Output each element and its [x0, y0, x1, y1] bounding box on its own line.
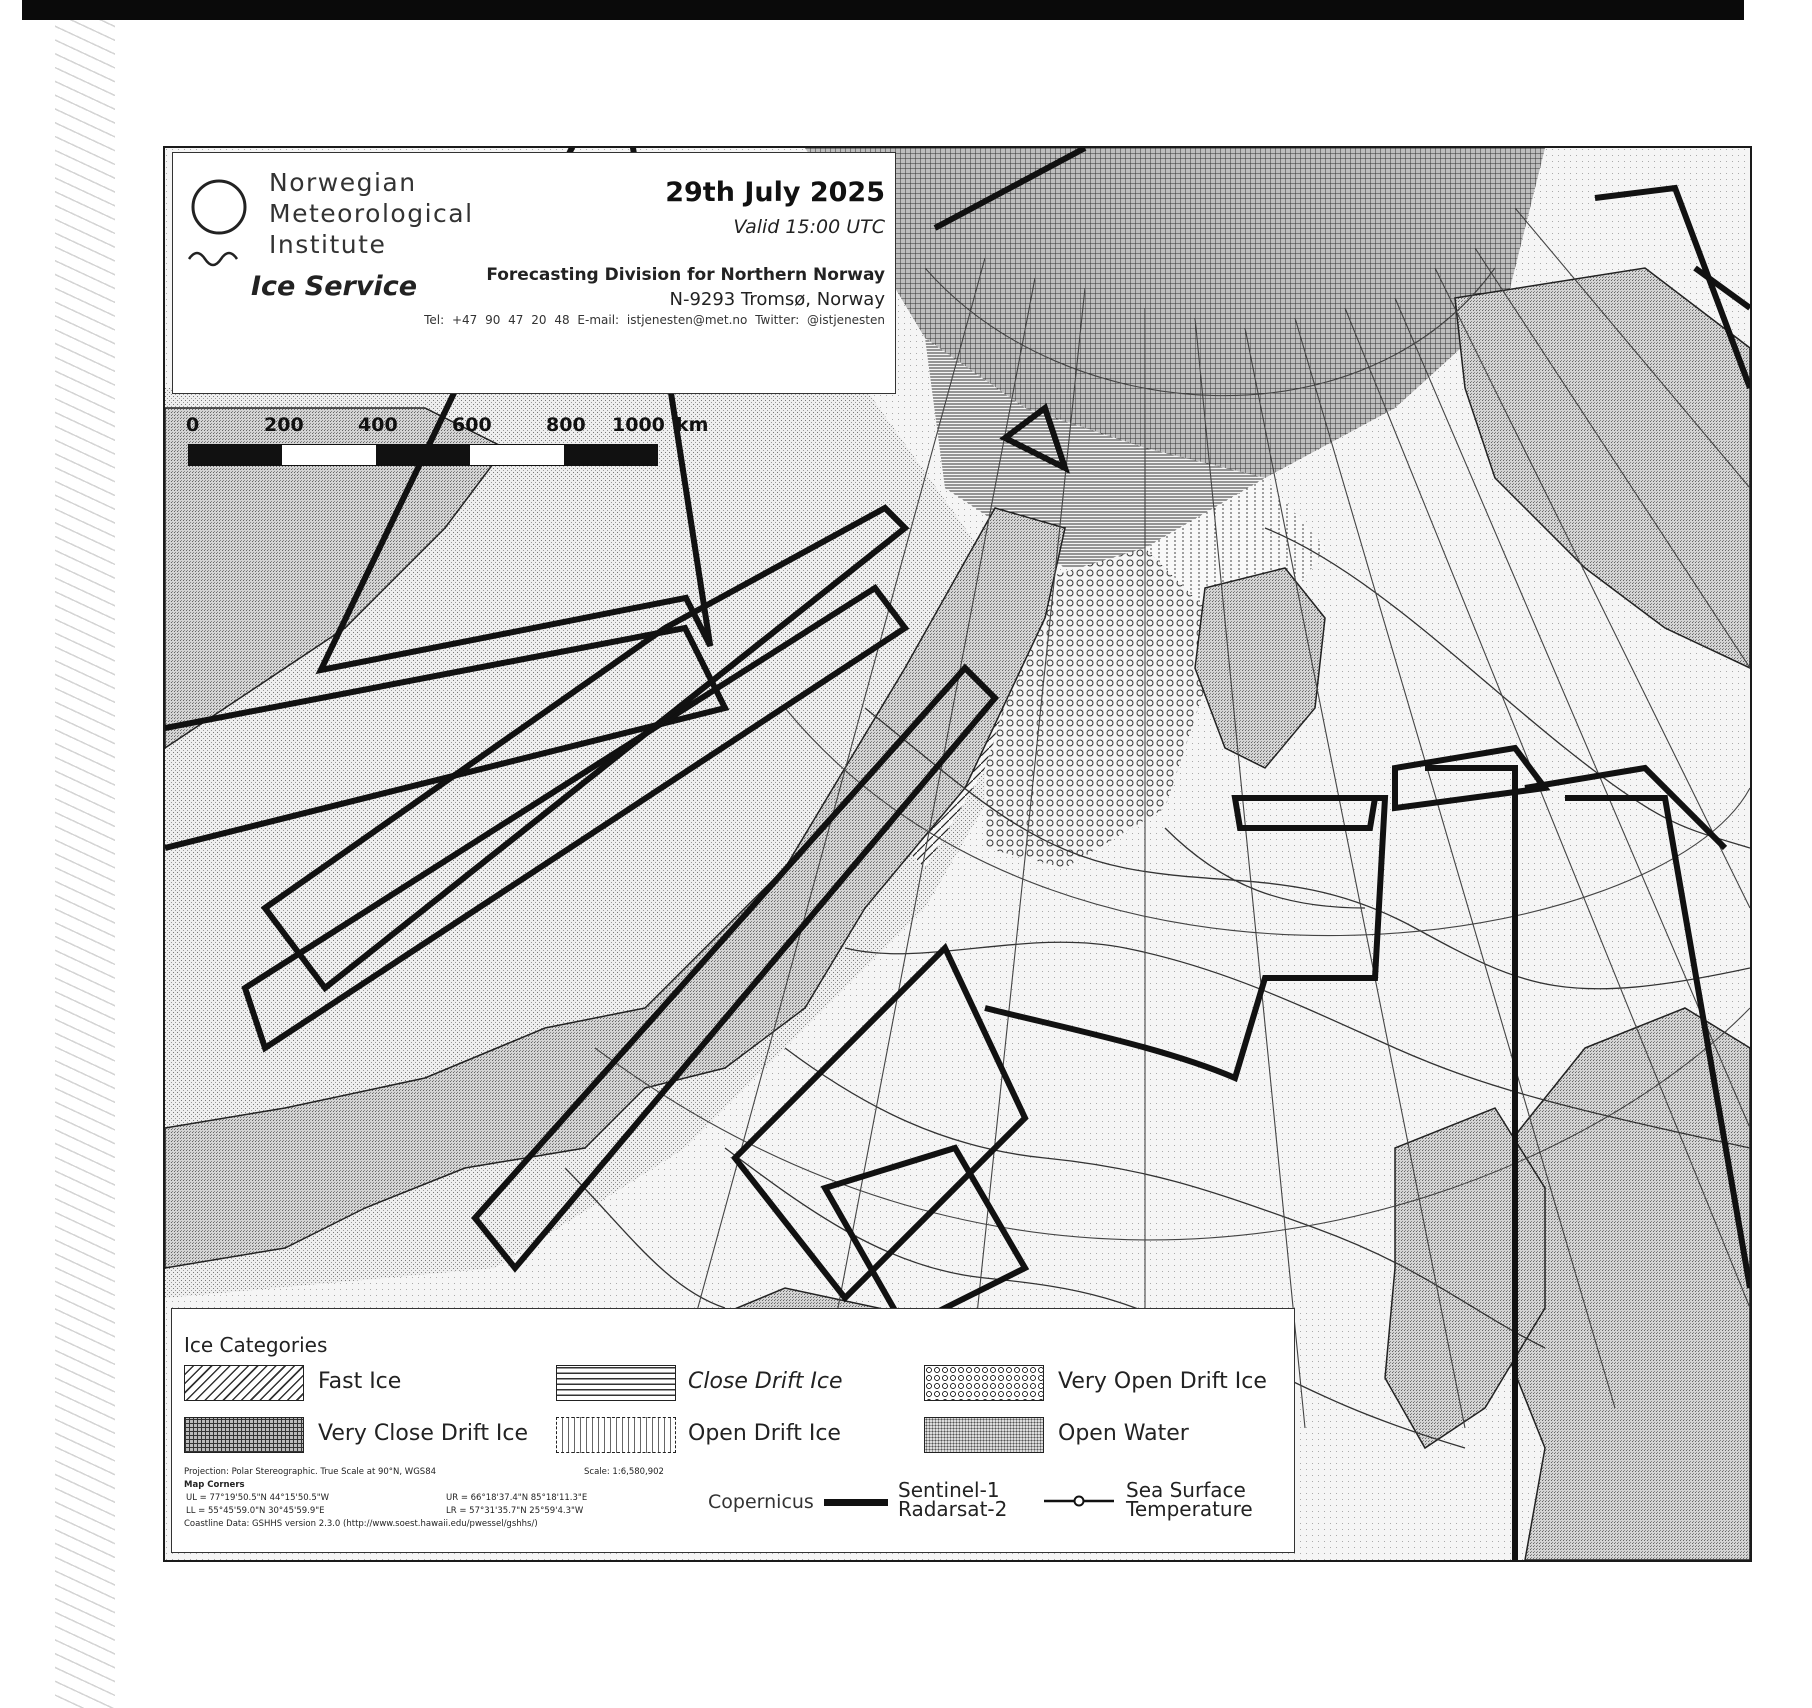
- scale-tick-800: 800: [546, 414, 586, 436]
- scale-tick-600: 600: [452, 414, 492, 436]
- scale-segment-4: [470, 444, 564, 466]
- scale-info: Scale: 1:6,580,902: [584, 1467, 664, 1477]
- ice-categories-legend: [171, 1308, 1295, 1553]
- swatch-open-drift-ice: [556, 1417, 676, 1453]
- scale-segment-1: [188, 444, 282, 466]
- sst-label: [1126, 1478, 1253, 1521]
- sentinel-1-label: Sentinel-1: [898, 1478, 1000, 1502]
- corner-lr: LR = 57°31'35.7"N 25°59'4.3"W: [446, 1506, 584, 1516]
- swatch-close-drift-ice: [556, 1365, 676, 1401]
- legend-title: Ice Categories: [184, 1333, 328, 1357]
- contact-info: Tel: +47 90 47 20 48 E-mail: istjenesten@met.no Twitter: @istjenesten: [424, 313, 885, 327]
- label-open-drift-ice: Open Drift Ice: [688, 1421, 841, 1446]
- scale-unit: km: [676, 414, 709, 436]
- corner-ul: UL = 77°19'50.5"N 44°15'50.5"W: [186, 1493, 330, 1503]
- label-fast-ice: Fast Ice: [318, 1369, 402, 1394]
- label-open-water: Open Water: [1058, 1421, 1189, 1446]
- scale-segment-3: [376, 444, 470, 466]
- sst-label-line-2: Temperature: [1126, 1497, 1253, 1521]
- sentinel-line-icon: [824, 1499, 888, 1506]
- swatch-fast-ice: [184, 1365, 304, 1401]
- sst-label-line-1: Sea Surface: [1126, 1478, 1246, 1502]
- top-border-bar: [22, 0, 1744, 20]
- swatch-very-close-drift-ice: [184, 1417, 304, 1453]
- coastline-credit: Coastline Data: GSHHS version 2.3.0 (http://www.soest.hawaii.edu/pwessel/gshhs/): [184, 1519, 538, 1529]
- scale-tick-400: 400: [358, 414, 398, 436]
- swatch-open-water: [924, 1417, 1044, 1453]
- sentinel-label: [898, 1478, 1008, 1521]
- ice-service-title: Ice Service: [251, 271, 418, 302]
- scale-tick-1000: 1000: [612, 414, 665, 436]
- scale-tick-0: 0: [186, 414, 200, 436]
- label-very-close-drift-ice: Very Close Drift Ice: [318, 1421, 529, 1446]
- label-very-open-drift-ice: Very Open Drift Ice: [1058, 1369, 1267, 1394]
- corner-ll: LL = 55°45'59.0"N 30°45'59.9"E: [186, 1506, 325, 1516]
- institute-line-3: Institute: [269, 230, 387, 259]
- scan-margin-hatching: [55, 20, 115, 1708]
- scale-segment-5: [564, 444, 658, 466]
- forecast-header-panel: [172, 152, 896, 394]
- projection-info: Projection: Polar Stereographic. True Scale at 90°N, WGS84: [184, 1467, 437, 1477]
- met-logo-icon: [183, 169, 263, 269]
- scale-tick-200: 200: [264, 414, 304, 436]
- forecast-date: 29th July 2025: [665, 177, 885, 208]
- institute-line-2: Meteorological: [269, 199, 474, 228]
- institute-line-1: Norwegian: [269, 168, 417, 197]
- scale-bar: [188, 414, 708, 470]
- scale-segment-2: [282, 444, 376, 466]
- institute-name: [269, 167, 474, 260]
- corner-ur: UR = 66°18'37.4"N 85°18'11.3"E: [446, 1493, 588, 1503]
- swatch-very-open-drift-ice: [924, 1365, 1044, 1401]
- copernicus-logo: Copernicus: [708, 1491, 814, 1513]
- division-address: N-9293 Tromsø, Norway: [669, 289, 885, 310]
- label-close-drift-ice: Close Drift Ice: [688, 1369, 843, 1394]
- sst-line-icon: [1044, 1491, 1114, 1511]
- valid-time: Valid 15:00 UTC: [733, 216, 885, 238]
- radarsat-2-label: Radarsat-2: [898, 1497, 1008, 1521]
- division-name: Forecasting Division for Northern Norway: [486, 265, 885, 285]
- map-corners-title: Map Corners: [184, 1480, 245, 1490]
